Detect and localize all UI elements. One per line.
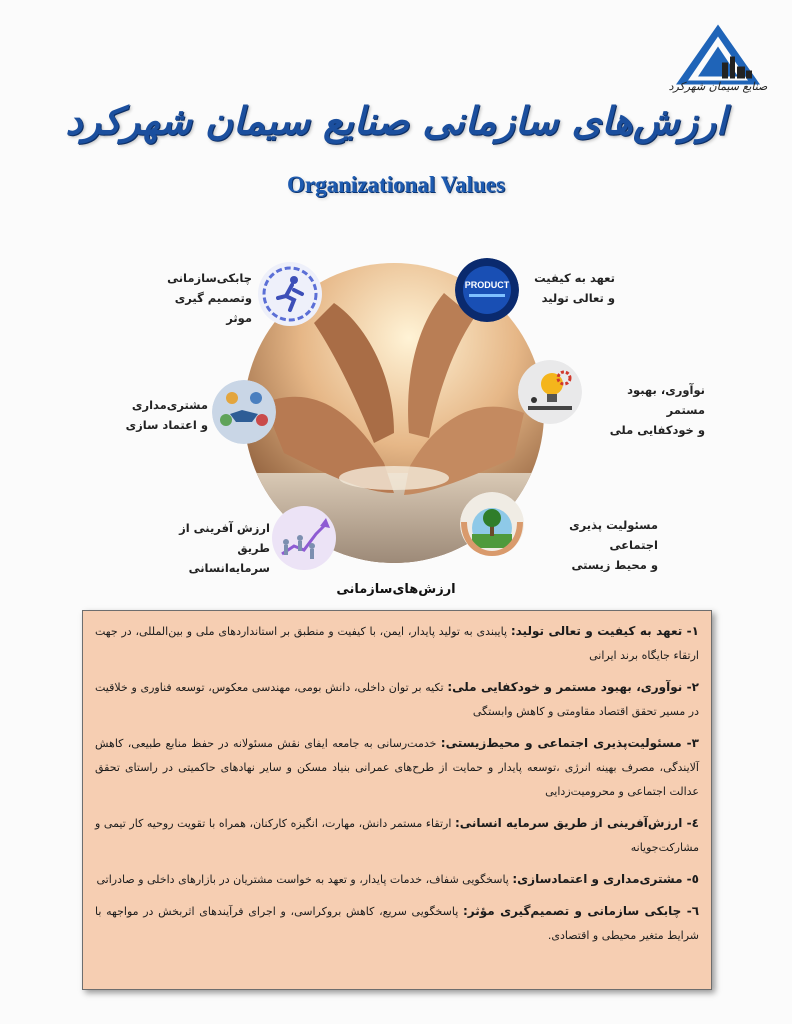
page-title-persian: ارزش‌های سازمانی صنایع سیمان شهرکرد [65, 98, 727, 143]
value-item-6: ٦- چابکی سازمانی و تصمیم‌گیری مؤثر: پاسخگویی سریع، کاهش بروکراسی، و اجرای فرآیندهای اثربخش در مواجهه با شرایط متغیر محیطی و اقتصادی. [95, 904, 700, 942]
value-item-3: ۳- مسئولیت‌پذیری اجتماعی و محیط‌زیستی: خدمت‌رسانی به جامعه ایفای نقش مسئولانه در حفظ منابع طبیعی، کاهش آلایندگی، مصرف بهینه انرژی ،توسعه پایدار و حمایت از طرح‌های عمرانی بنیاد مسکن و سایر نهادهای حاکمیتی در راستای تحقق عدالت اجتماعی و محرومیت‌زدایی [95, 736, 699, 798]
value-item-4: ٤- ارزش‌آفرینی از طریق سرمایه انسانی: ارتقاء مستمر دانش، مهارت، انگیزه کارکنان، همراه با تقویت روحیه کار تیمی و مشارکت‌جویانه [95, 816, 699, 854]
lightbulb-gear-icon [518, 360, 582, 424]
value-label-human: ارزش آفرینی از طریق سرمایه‌انسانی [179, 521, 270, 575]
product-quality-icon [455, 258, 519, 322]
page-title-english: Organizational Values [287, 172, 505, 197]
logo-caption: صنایع سیمان شهرکرد [668, 80, 768, 93]
value-item-2: ۲- نوآوری، بهبود مستمر و خودکفایی ملی: تکیه بر توان داخلی، دانش بومی، مهندسی معکوس، توسعه فناوری و خلاقیت در مسیر تحقق اقتصاد مقاومتی و کاهش وابستگی [95, 680, 699, 718]
value-label-social: مسئولیت پذیری اجتماعی و محیط زیستی [569, 518, 658, 572]
values-box [82, 610, 712, 990]
value-label-customer: مشتری‌مداری و اعتماد سازی [125, 398, 208, 432]
running-gear-icon [258, 262, 322, 326]
tree-hands-icon [460, 492, 524, 556]
value-label-innovation: نوآوری، بهبود مستمر و خودکفایی ملی [609, 383, 705, 437]
value-item-5: ٥- مشتری‌مداری و اعتمادسازی: پاسخگویی شفاف، خدمات پایدار، و تعهد به خواست مشتریان در بازارهای داخلی و صادراتی [96, 872, 699, 886]
value-label-quality: تعهد به کیفیت و تعالی تولید [534, 271, 615, 305]
product-icon-text: PRODUCT [464, 280, 510, 290]
value-item-1: ۱- تعهد به کیفیت و تعالی تولید: پایبندی به تولید پایدار، ایمن، با کیفیت و منطبق بر استانداردهای ملی و بین‌المللی، در جهت ارتقاء جایگاه برند ایرانی [95, 624, 699, 662]
value-label-agility: چابکی‌سازمانی وتصمیم گیری موثر [167, 271, 252, 325]
handshake-icon [212, 380, 276, 444]
section-title: ارزش‌های‌سازمانی [336, 582, 456, 597]
growth-people-icon [272, 506, 336, 570]
